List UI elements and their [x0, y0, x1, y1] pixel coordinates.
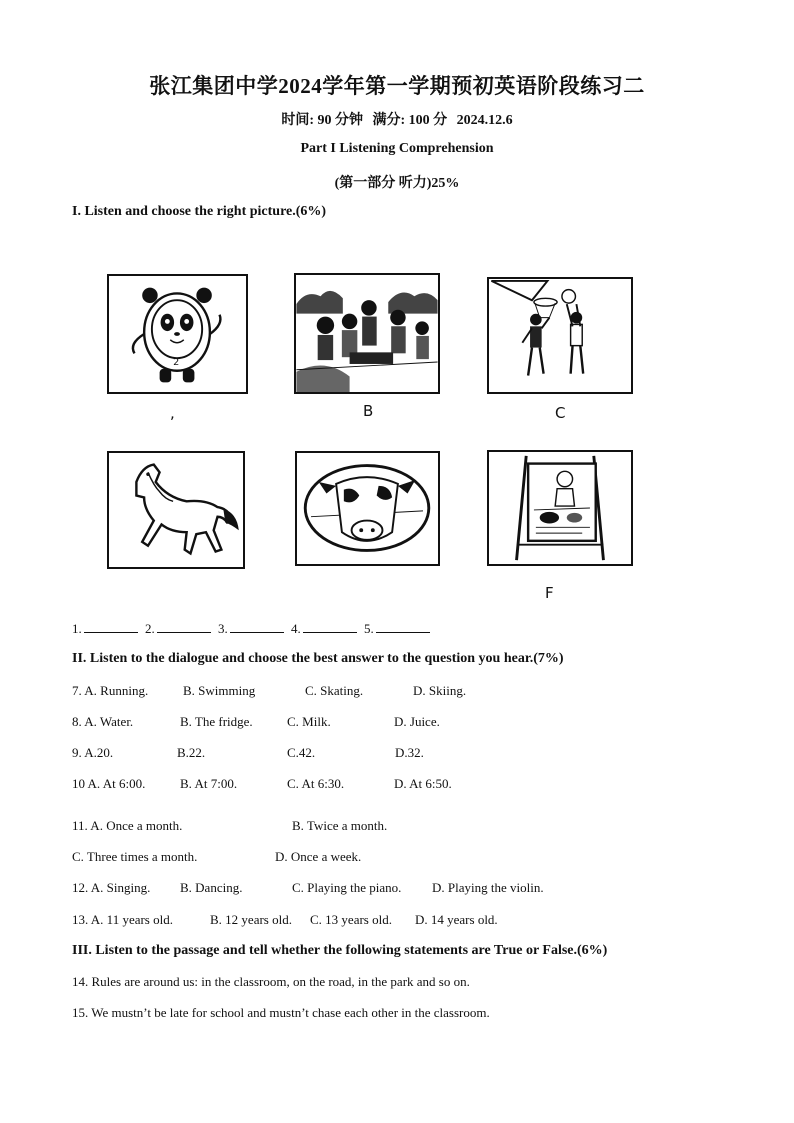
- answer-blanks: [72, 620, 434, 637]
- q8-option-c: C. Milk.: [287, 714, 331, 729]
- answer-blank-1[interactable]: [84, 620, 138, 633]
- q7-option-d: D. Skiing.: [413, 683, 467, 698]
- q9-option-b: B.22.: [177, 745, 206, 760]
- svg-text:2: 2: [173, 356, 180, 368]
- blank-label-2: 2.: [145, 621, 155, 636]
- q13-option-c: C. 13 years old.: [310, 912, 392, 927]
- q7-option-a: 7. A. Running.: [72, 683, 149, 698]
- q7-option-c: C. Skating.: [305, 683, 364, 698]
- blank-label-4: 4.: [291, 621, 301, 636]
- blank-label-3: 3.: [218, 621, 228, 636]
- exam-title: 张江集团中学2024学年第一学期预初英语阶段练习二: [149, 74, 645, 98]
- exam-time: 时间: 90 分钟: [281, 113, 363, 128]
- picture-a-label: ,: [170, 404, 175, 422]
- picture-c-label: C: [555, 404, 566, 422]
- cow-icon: [295, 451, 440, 566]
- q13-option-b: B. 12 years old.: [210, 912, 292, 927]
- exam-meta: [0, 109, 794, 129]
- picture-b-label: B: [363, 402, 374, 420]
- section3-heading: III. Listen to the passage and tell whether the following statements are True or False.(6%): [72, 943, 608, 958]
- q11-option-b: B. Twice a month.: [292, 818, 388, 833]
- section1-heading: I. Listen and choose the right picture.(6%): [72, 204, 327, 219]
- q12-option-d: D. Playing the violin.: [432, 880, 544, 895]
- statement-14: 14. Rules are around us: in the classroom, on the road, in the park and so on.: [72, 974, 470, 989]
- section2-heading: II. Listen to the dialogue and choose the best answer to the question you hear.(7%): [72, 651, 564, 666]
- q9-option-a: 9. A.20.: [72, 745, 114, 760]
- statement-15: 15. We mustn’t be late for school and mustn’t chase each other in the classroom.: [72, 1005, 490, 1020]
- exam-score: 满分: 100 分: [372, 113, 448, 128]
- answer-blank-4[interactable]: [303, 620, 357, 633]
- easel-painting-icon: [487, 450, 633, 566]
- exam-date: 2024.12.6: [456, 113, 513, 128]
- answer-blank-3[interactable]: [230, 620, 284, 633]
- q11-option-a: 11. A. Once a month.: [72, 818, 183, 833]
- q9-option-c: C.42.: [287, 745, 316, 760]
- q8-option-d: D. Juice.: [394, 714, 440, 729]
- q10-option-c: C. At 6:30.: [287, 776, 345, 791]
- blank-label-1: 1.: [72, 621, 82, 636]
- q8-option-a: 8. A. Water.: [72, 714, 134, 729]
- q11-option-c: C. Three times a month.: [72, 849, 198, 864]
- q7-option-b: B. Swimming: [183, 683, 256, 698]
- blank-label-5: 5.: [364, 621, 374, 636]
- basketball-icon: [487, 277, 633, 394]
- answer-blank-5[interactable]: [376, 620, 430, 633]
- q10-option-d: D. At 6:50.: [394, 776, 452, 791]
- q12-option-b: B. Dancing.: [180, 880, 243, 895]
- family-picnic-icon: [294, 273, 440, 394]
- horse-icon: [107, 451, 245, 569]
- answer-blank-2[interactable]: [157, 620, 211, 633]
- picture-f-label: F: [545, 584, 554, 602]
- q12-option-c: C. Playing the piano.: [292, 880, 402, 895]
- q11-option-d: D. Once a week.: [275, 849, 362, 864]
- q8-option-b: B. The fridge.: [180, 714, 253, 729]
- q13-option-a: 13. A. 11 years old.: [72, 912, 173, 927]
- q12-option-a: 12. A. Singing.: [72, 880, 151, 895]
- q10-option-a: 10 A. At 6:00.: [72, 776, 146, 791]
- panda-mascot-icon: [107, 274, 248, 394]
- q10-option-b: B. At 7:00.: [180, 776, 238, 791]
- q13-option-d: D. 14 years old.: [415, 912, 498, 927]
- part-title-cn: (第一部分 听力)25%: [334, 176, 460, 191]
- q9-option-d: D.32.: [395, 745, 424, 760]
- part-title: Part I Listening Comprehension: [300, 141, 494, 156]
